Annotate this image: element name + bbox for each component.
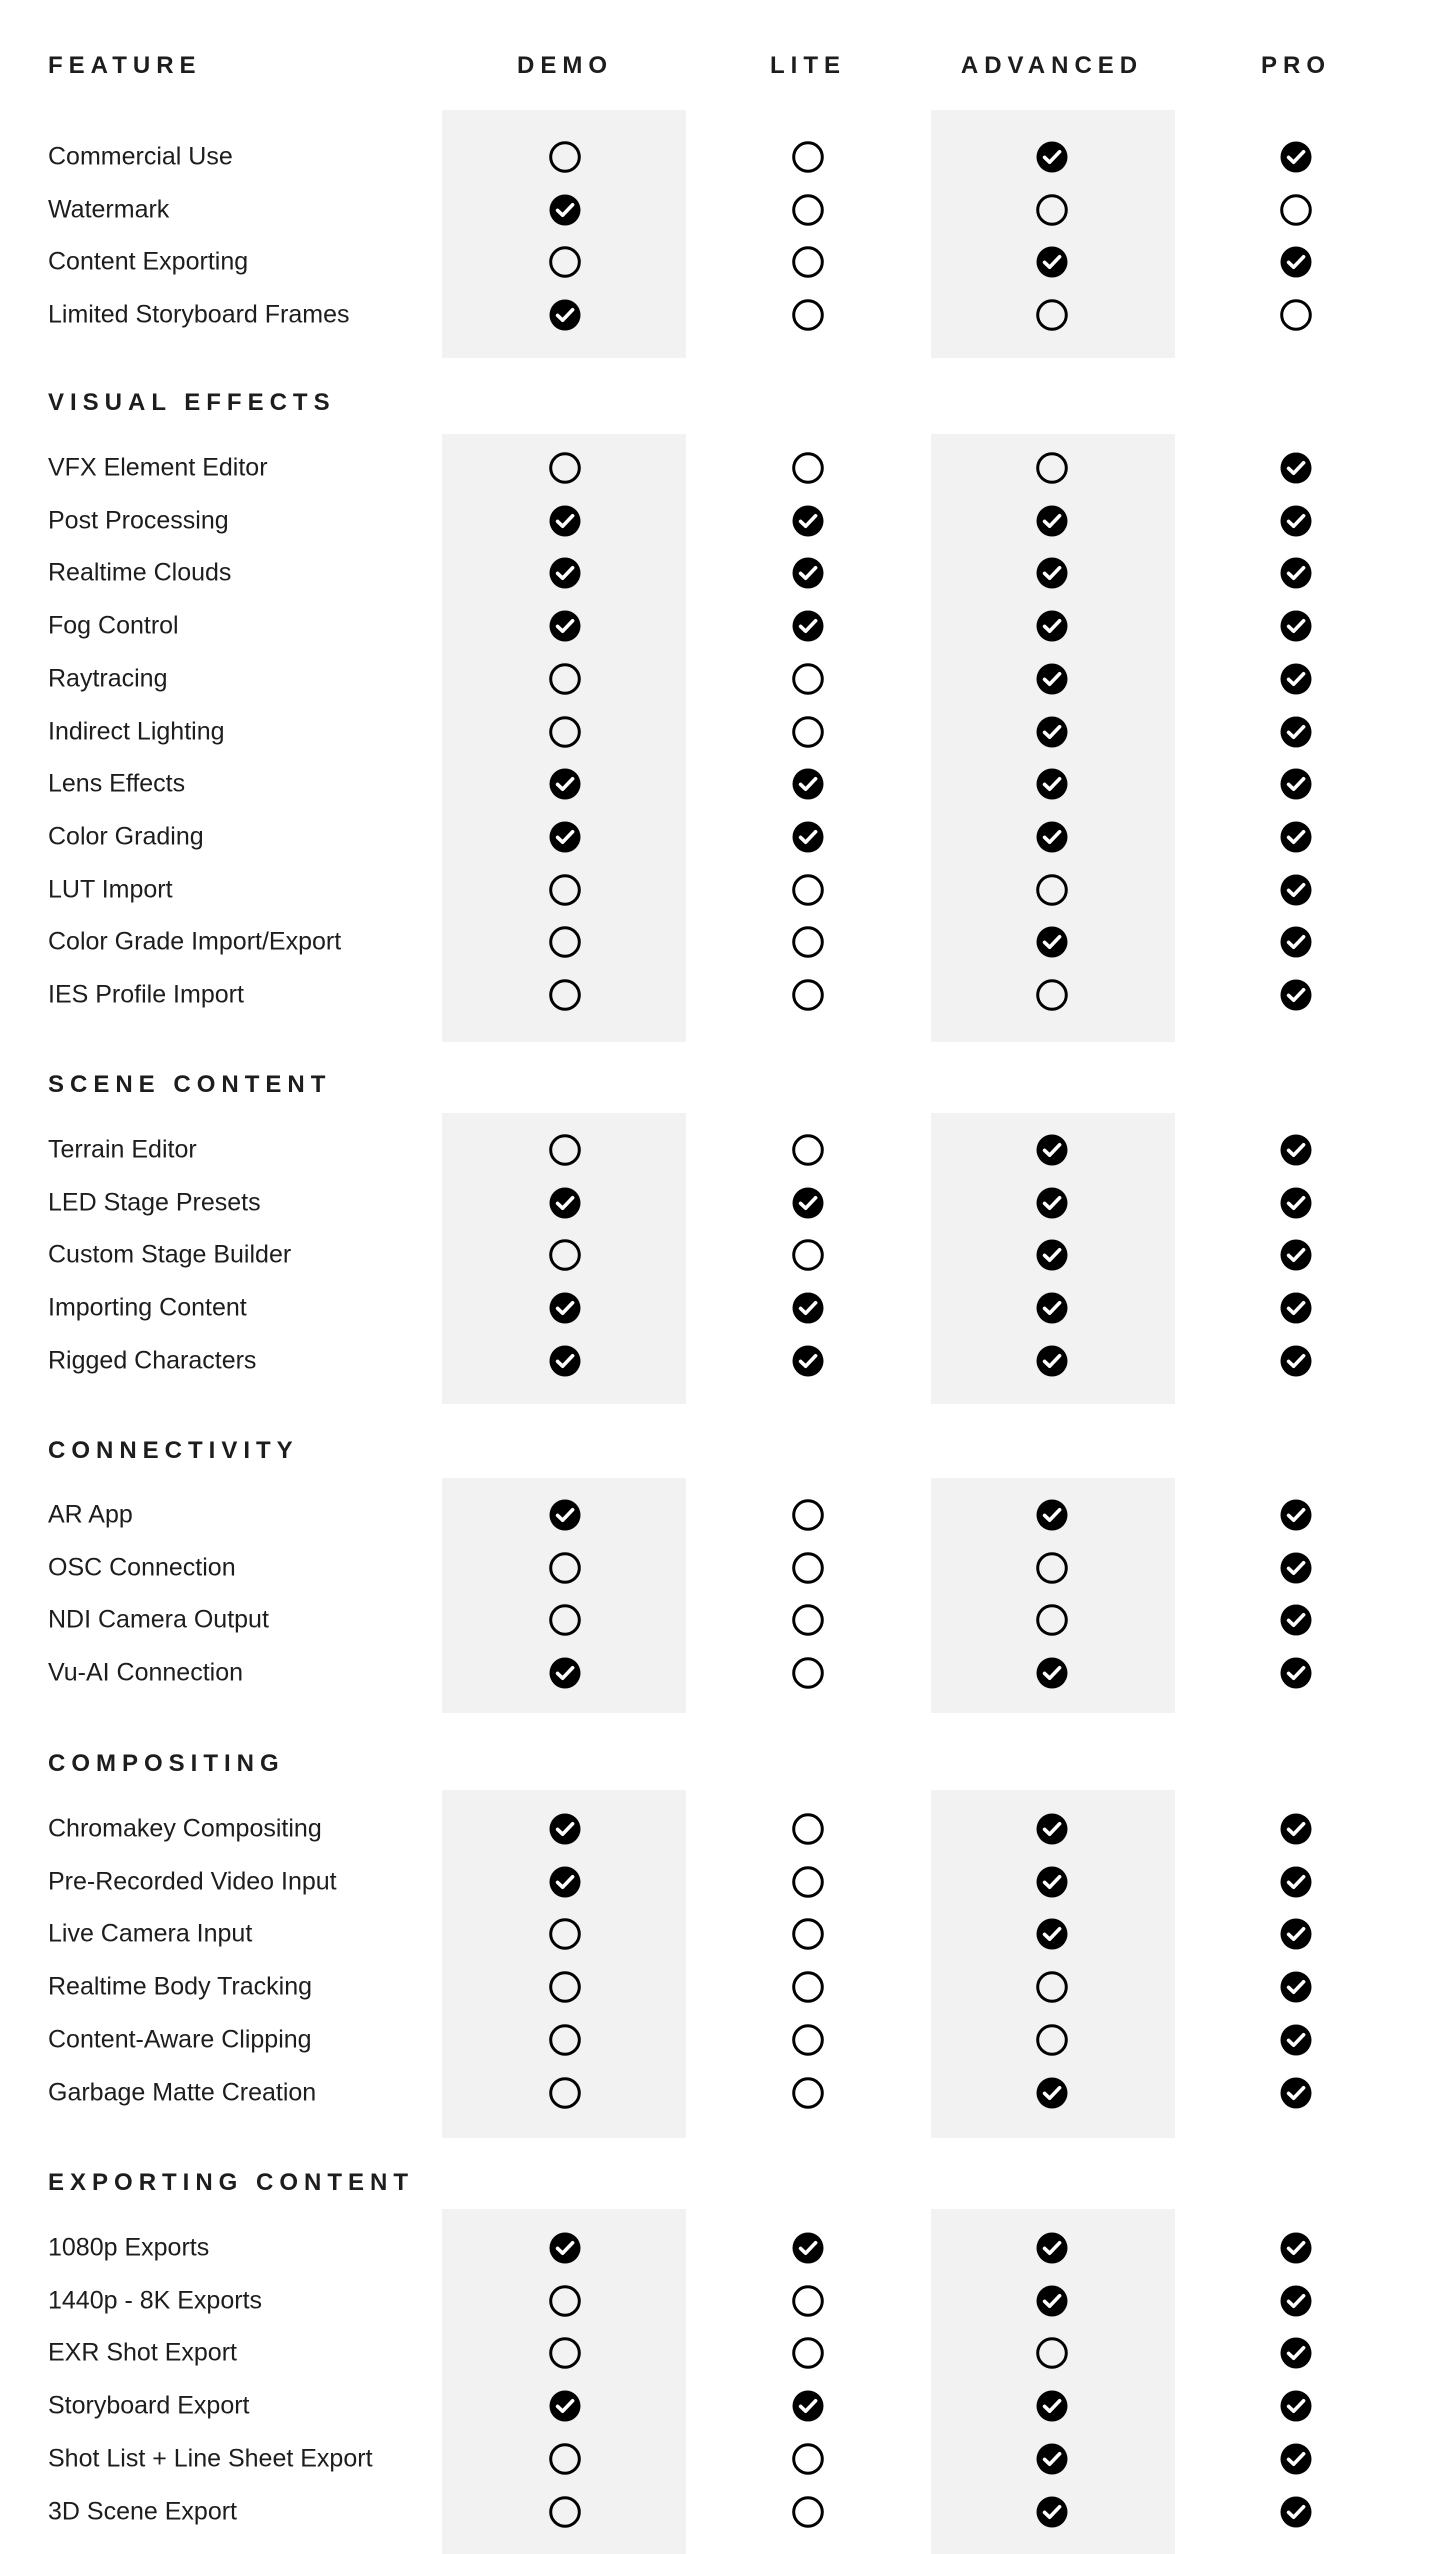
checked-circle-icon: [1036, 2077, 1068, 2109]
empty-circle-icon: [549, 716, 581, 748]
checked-circle-icon: [549, 1187, 581, 1219]
empty-circle-icon: [549, 979, 581, 1011]
feature-label: 1080p Exports: [48, 2233, 210, 2262]
checked-circle-icon: [1036, 1657, 1068, 1689]
checked-circle-icon: [792, 768, 824, 800]
empty-circle-icon: [1036, 452, 1068, 484]
empty-circle-icon: [792, 141, 824, 173]
section-title: EXPORTING CONTENT: [48, 2169, 415, 2196]
plan-header-pro: PRO: [1260, 52, 1332, 79]
empty-circle-icon: [792, 716, 824, 748]
feature-label: NDI Camera Output: [48, 1605, 269, 1634]
feature-label: Pre-Recorded Video Input: [48, 1867, 337, 1896]
empty-circle-icon: [792, 1813, 824, 1845]
feature-label: LED Stage Presets: [48, 1188, 261, 1217]
checked-circle-icon: [1280, 1345, 1312, 1377]
empty-circle-icon: [1036, 2337, 1068, 2369]
checked-circle-icon: [1280, 2024, 1312, 2056]
empty-circle-icon: [549, 141, 581, 173]
feature-label: Garbage Matte Creation: [48, 2078, 317, 2106]
checked-circle-icon: [1280, 1552, 1312, 1584]
feature-label: Content Exporting: [48, 247, 249, 276]
empty-circle-icon: [1280, 299, 1312, 331]
empty-circle-icon: [792, 1134, 824, 1166]
checked-circle-icon: [549, 1345, 581, 1377]
checked-circle-icon: [1036, 610, 1068, 642]
checked-circle-icon: [1036, 246, 1068, 278]
empty-circle-icon: [549, 663, 581, 695]
empty-circle-icon: [549, 1134, 581, 1166]
checked-circle-icon: [792, 557, 824, 589]
empty-circle-icon: [792, 2496, 824, 2528]
feature-label: Content-Aware Clipping: [48, 2025, 312, 2054]
empty-circle-icon: [1036, 1604, 1068, 1636]
empty-circle-icon: [792, 1918, 824, 1950]
checked-circle-icon: [549, 1499, 581, 1531]
checked-circle-icon: [1280, 1657, 1312, 1689]
feature-label: Terrain Editor: [48, 1135, 197, 1164]
checked-circle-icon: [1280, 979, 1312, 1011]
checked-circle-icon: [549, 1657, 581, 1689]
checked-circle-icon: [792, 2390, 824, 2422]
checked-circle-icon: [1280, 1239, 1312, 1271]
feature-label: Post Processing: [48, 506, 229, 535]
section-title: VISUAL EFFECTS: [48, 389, 336, 416]
feature-label: VFX Element Editor: [48, 453, 268, 482]
empty-circle-icon: [1036, 299, 1068, 331]
empty-circle-icon: [792, 663, 824, 695]
empty-circle-icon: [792, 1499, 824, 1531]
empty-circle-icon: [549, 1918, 581, 1950]
checked-circle-icon: [549, 1292, 581, 1324]
checked-circle-icon: [1036, 2496, 1068, 2528]
checked-circle-icon: [549, 2232, 581, 2264]
empty-circle-icon: [792, 1866, 824, 1898]
checked-circle-icon: [1036, 557, 1068, 589]
empty-circle-icon: [549, 1971, 581, 2003]
empty-circle-icon: [792, 2337, 824, 2369]
empty-circle-icon: [792, 926, 824, 958]
checked-circle-icon: [1036, 1813, 1068, 1845]
empty-circle-icon: [792, 452, 824, 484]
checked-circle-icon: [549, 557, 581, 589]
empty-circle-icon: [549, 1239, 581, 1271]
checked-circle-icon: [549, 610, 581, 642]
empty-circle-icon: [549, 2077, 581, 2109]
feature-label: AR App: [48, 1500, 133, 1529]
empty-circle-icon: [792, 246, 824, 278]
checked-circle-icon: [792, 610, 824, 642]
section-title: SCENE CONTENT: [48, 1071, 332, 1098]
feature-label: Raytracing: [48, 664, 168, 693]
checked-circle-icon: [1036, 505, 1068, 537]
checked-circle-icon: [1280, 2285, 1312, 2317]
empty-circle-icon: [792, 2024, 824, 2056]
empty-circle-icon: [549, 2337, 581, 2369]
checked-circle-icon: [1036, 2443, 1068, 2475]
empty-circle-icon: [792, 194, 824, 226]
checked-circle-icon: [1036, 141, 1068, 173]
feature-label: Indirect Lighting: [48, 717, 225, 745]
checked-circle-icon: [1280, 2496, 1312, 2528]
checked-circle-icon: [1280, 1813, 1312, 1845]
checked-circle-icon: [1036, 2390, 1068, 2422]
feature-label: Rigged Characters: [48, 1346, 257, 1375]
checked-circle-icon: [792, 505, 824, 537]
checked-circle-icon: [549, 194, 581, 226]
feature-label: 3D Scene Export: [48, 2497, 237, 2525]
empty-circle-icon: [792, 2285, 824, 2317]
checked-circle-icon: [1280, 821, 1312, 853]
checked-circle-icon: [1280, 716, 1312, 748]
checked-circle-icon: [1280, 663, 1312, 695]
empty-circle-icon: [549, 2443, 581, 2475]
feature-label: Limited Storyboard Frames: [48, 300, 350, 329]
empty-circle-icon: [549, 246, 581, 278]
checked-circle-icon: [1036, 768, 1068, 800]
checked-circle-icon: [1280, 557, 1312, 589]
checked-circle-icon: [1036, 1499, 1068, 1531]
checked-circle-icon: [1036, 2232, 1068, 2264]
checked-circle-icon: [1036, 663, 1068, 695]
empty-circle-icon: [549, 452, 581, 484]
checked-circle-icon: [792, 821, 824, 853]
feature-label: IES Profile Import: [48, 980, 244, 1009]
checked-circle-icon: [1280, 610, 1312, 642]
checked-circle-icon: [1280, 768, 1312, 800]
feature-label: EXR Shot Export: [48, 2338, 237, 2367]
empty-circle-icon: [549, 2285, 581, 2317]
empty-circle-icon: [549, 2496, 581, 2528]
checked-circle-icon: [1280, 505, 1312, 537]
checked-circle-icon: [1280, 1292, 1312, 1324]
empty-circle-icon: [1036, 874, 1068, 906]
checked-circle-icon: [549, 821, 581, 853]
checked-circle-icon: [1280, 141, 1312, 173]
empty-circle-icon: [1036, 979, 1068, 1011]
feature-label: LUT Import: [48, 875, 173, 904]
checked-circle-icon: [549, 768, 581, 800]
checked-circle-icon: [549, 2390, 581, 2422]
empty-circle-icon: [792, 1604, 824, 1636]
section-title: COMPOSITING: [48, 1750, 285, 1777]
empty-circle-icon: [792, 299, 824, 331]
empty-circle-icon: [792, 2077, 824, 2109]
empty-circle-icon: [549, 926, 581, 958]
empty-circle-icon: [792, 1552, 824, 1584]
checked-circle-icon: [1036, 926, 1068, 958]
empty-circle-icon: [792, 2443, 824, 2475]
checked-circle-icon: [1036, 1866, 1068, 1898]
checked-circle-icon: [1280, 1604, 1312, 1636]
checked-circle-icon: [1280, 2077, 1312, 2109]
checked-circle-icon: [1280, 1187, 1312, 1219]
checked-circle-icon: [792, 1345, 824, 1377]
feature-label: OSC Connection: [48, 1553, 236, 1582]
feature-label: Realtime Clouds: [48, 558, 232, 587]
empty-circle-icon: [549, 2024, 581, 2056]
feature-label: Vu-AI Connection: [48, 1658, 244, 1687]
checked-circle-icon: [1280, 2443, 1312, 2475]
checked-circle-icon: [1280, 1866, 1312, 1898]
empty-circle-icon: [1036, 1971, 1068, 2003]
feature-label: Storyboard Export: [48, 2391, 250, 2420]
empty-circle-icon: [1036, 194, 1068, 226]
checked-circle-icon: [1036, 1187, 1068, 1219]
empty-circle-icon: [792, 1239, 824, 1271]
checked-circle-icon: [792, 1292, 824, 1324]
checked-circle-icon: [549, 1866, 581, 1898]
plan-header-advanced: ADVANCED: [960, 52, 1144, 79]
checked-circle-icon: [792, 2232, 824, 2264]
feature-label: Watermark: [48, 195, 170, 224]
feature-label: Custom Stage Builder: [48, 1240, 292, 1269]
checked-circle-icon: [1280, 874, 1312, 906]
checked-circle-icon: [1280, 2390, 1312, 2422]
empty-circle-icon: [792, 1971, 824, 2003]
section-title: CONNECTIVITY: [48, 1437, 299, 1464]
empty-circle-icon: [549, 874, 581, 906]
empty-circle-icon: [1280, 194, 1312, 226]
checked-circle-icon: [1280, 2232, 1312, 2264]
feature-label: Importing Content: [48, 1293, 247, 1322]
checked-circle-icon: [1280, 1918, 1312, 1950]
checked-circle-icon: [1280, 926, 1312, 958]
plan-header-demo: DEMO: [517, 52, 613, 79]
checked-circle-icon: [1036, 1345, 1068, 1377]
feature-label: Shot List + Line Sheet Export: [48, 2444, 373, 2473]
empty-circle-icon: [549, 1604, 581, 1636]
checked-circle-icon: [1280, 2337, 1312, 2369]
empty-circle-icon: [792, 979, 824, 1011]
checked-circle-icon: [1036, 2285, 1068, 2317]
feature-label: Color Grading: [48, 822, 204, 851]
feature-label: Fog Control: [48, 611, 179, 640]
feature-label: Commercial Use: [48, 142, 233, 171]
feature-label: 1440p - 8K Exports: [48, 2286, 263, 2315]
checked-circle-icon: [1036, 821, 1068, 853]
feature-label: Color Grade Import/Export: [48, 927, 342, 956]
checked-circle-icon: [1036, 1918, 1068, 1950]
checked-circle-icon: [1280, 1971, 1312, 2003]
checked-circle-icon: [1280, 246, 1312, 278]
checked-circle-icon: [1280, 452, 1312, 484]
checked-circle-icon: [549, 299, 581, 331]
empty-circle-icon: [792, 874, 824, 906]
feature-column-header: FEATURE: [48, 52, 202, 79]
checked-circle-icon: [792, 1187, 824, 1219]
checked-circle-icon: [1036, 716, 1068, 748]
table-header: [0, 0, 1440, 110]
feature-label: Realtime Body Tracking: [48, 1972, 313, 2001]
checked-circle-icon: [1036, 1134, 1068, 1166]
plan-header-lite: LITE: [770, 52, 846, 79]
empty-circle-icon: [1036, 2024, 1068, 2056]
checked-circle-icon: [1036, 1292, 1068, 1324]
empty-circle-icon: [792, 1657, 824, 1689]
feature-label: Live Camera Input: [48, 1919, 253, 1948]
checked-circle-icon: [1280, 1499, 1312, 1531]
empty-circle-icon: [549, 1552, 581, 1584]
empty-circle-icon: [1036, 1552, 1068, 1584]
feature-label: Lens Effects: [48, 769, 186, 798]
checked-circle-icon: [549, 1813, 581, 1845]
checked-circle-icon: [1036, 1239, 1068, 1271]
checked-circle-icon: [1280, 1134, 1312, 1166]
checked-circle-icon: [549, 505, 581, 537]
feature-label: Chromakey Compositing: [48, 1814, 322, 1843]
